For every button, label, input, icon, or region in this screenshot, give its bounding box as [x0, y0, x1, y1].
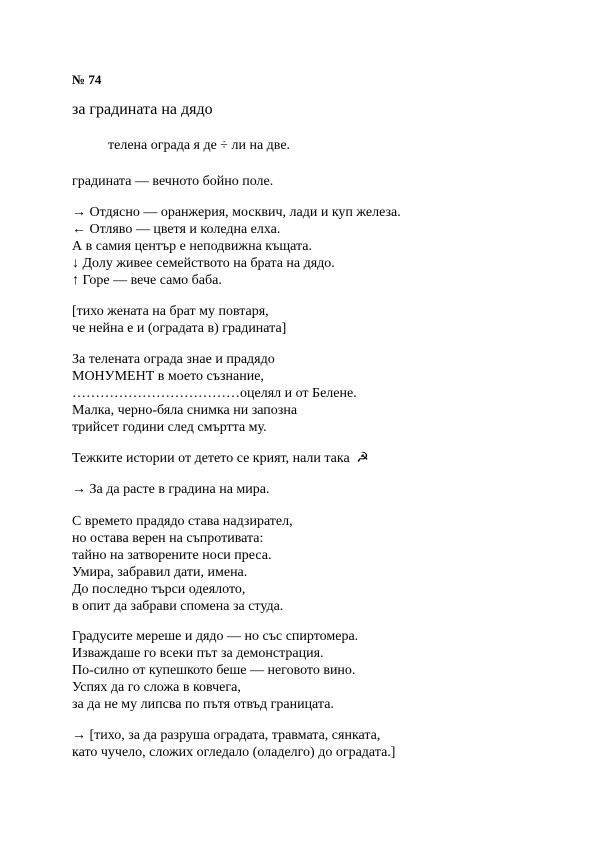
- poem-line: в опит да забрави спомена за студа.: [72, 599, 284, 614]
- epigraph-line: телена ограда я де ÷ ли на две.: [108, 138, 291, 153]
- poem-line: че нейна е и (оградата в) градината]: [72, 321, 287, 336]
- poem-line: Градусите мереше и дядо — но със спиртомера.: [72, 629, 359, 644]
- poem-line: ………………………………оцелял и от Белене.: [72, 386, 357, 401]
- poem-line: До последно търси одеялото,: [72, 582, 246, 597]
- poem-line: но остава верен на съпротивата:: [72, 531, 264, 546]
- poem-line: За телената ограда знае и прадядо: [72, 352, 275, 367]
- poem-line: МОНУМЕНТ в моето съзнание,: [72, 369, 264, 384]
- hammer-and-sickle-icon: ☭: [356, 451, 369, 466]
- poem-title: за градината на дядо: [72, 101, 213, 118]
- poem-line: С времето прадядо става надзирател,: [72, 514, 293, 529]
- poem-line: → Отдясно — оранжерия, москвич, лади и куп железа.: [72, 205, 401, 220]
- poem-line: По-силно от купешкото беше — неговото вино.: [72, 663, 356, 678]
- poem-line: трийсет години след смъртта му.: [72, 420, 267, 435]
- poem-line-text: Тежките истории от детето се крият, нали така: [72, 451, 350, 466]
- poem-line: → За да расте в градина на мира.: [72, 482, 270, 497]
- poem-line: Малка, черно-бяла снимка ни запозна: [72, 403, 298, 418]
- poem-line: Успях да го сложа в ковчега,: [72, 680, 241, 695]
- poem-line: градината — вечното бойно поле.: [72, 174, 274, 189]
- poem-line: Умира, забравил дати, имена.: [72, 565, 248, 580]
- poem-line: ↑ Горе — вече само баба.: [72, 273, 222, 288]
- poem-line: → [тихо, за да разруша оградата, травмата, сянката,: [72, 728, 381, 743]
- poem-line: тайно на затворените носи преса.: [72, 548, 272, 563]
- poem-number: № 74: [72, 72, 102, 87]
- poem-line: А в самия център е неподвижна къщата.: [72, 239, 312, 254]
- poem-line: ↓ Долу живее семейството на брата на дядо.: [72, 256, 335, 271]
- poem-line: [тихо жената на брат му повтаря,: [72, 304, 269, 319]
- poem-line: за да не му липсва по пътя отвъд границата.: [72, 697, 334, 712]
- poem-line: като чучело, сложих огледало (оладелго) до оградата.]: [72, 745, 396, 760]
- poem-line: [72, 450, 369, 467]
- poem-line: ← Отляво — цветя и коледна елха.: [72, 222, 281, 237]
- poem-line: Изваждаше го всеки път за демонстрация.: [72, 646, 324, 661]
